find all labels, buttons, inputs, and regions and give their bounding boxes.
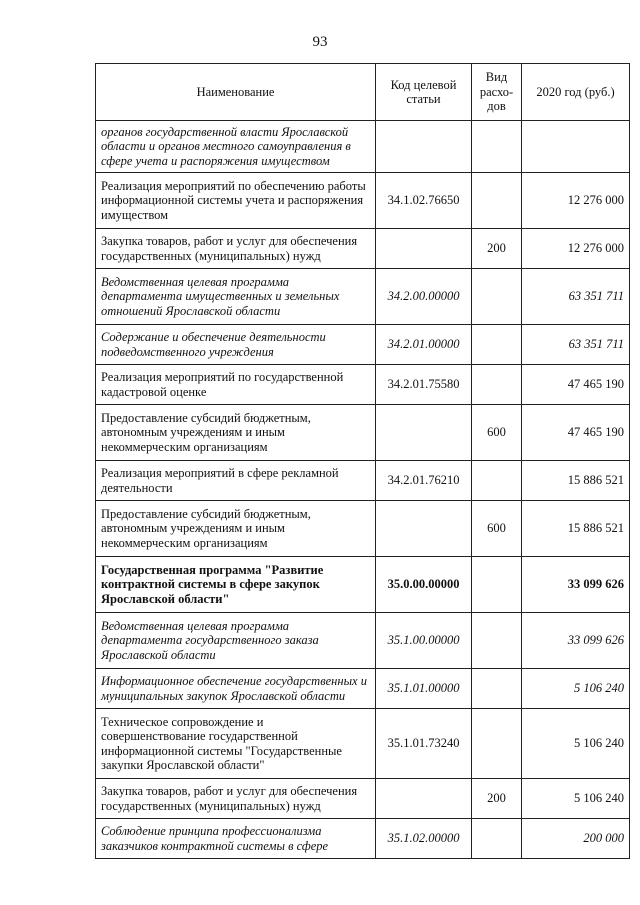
cell-amount: 5 106 240 xyxy=(522,669,630,709)
cell-amount: 33 099 626 xyxy=(522,557,630,613)
cell-name: Государственная программа "Развитие контрактной системы в сфере закупок Ярославской области" xyxy=(96,557,376,613)
cell-expense-type xyxy=(472,819,522,859)
cell-code: 34.2.00.00000 xyxy=(376,269,472,325)
cell-name: Ведомственная целевая программа департамента государственного заказа Ярославской области xyxy=(96,613,376,669)
cell-amount: 63 351 711 xyxy=(522,269,630,325)
header-code: Код целевой статьи xyxy=(376,64,472,121)
cell-expense-type xyxy=(472,269,522,325)
cell-expense-type xyxy=(472,557,522,613)
cell-name: Закупка товаров, работ и услуг для обеспечения государственных (муниципальных) нужд xyxy=(96,229,376,269)
cell-name: органов государственной власти Ярославской области и органов местного самоуправления в сфере учета и распоряжения имуществом xyxy=(96,121,376,173)
cell-expense-type: 200 xyxy=(472,229,522,269)
table-row xyxy=(96,121,630,173)
cell-code: 35.1.02.00000 xyxy=(376,819,472,859)
cell-expense-type xyxy=(472,121,522,173)
cell-name: Информационное обеспечение государственных и муниципальных закупок Ярославской области xyxy=(96,669,376,709)
cell-amount xyxy=(522,121,630,173)
cell-code xyxy=(376,121,472,173)
cell-name: Реализация мероприятий по государственной кадастровой оценке xyxy=(96,365,376,405)
cell-name: Закупка товаров, работ и услуг для обеспечения государственных (муниципальных) нужд xyxy=(96,779,376,819)
cell-code: 34.1.02.76650 xyxy=(376,173,472,229)
cell-code: 34.2.01.75580 xyxy=(376,365,472,405)
cell-code xyxy=(376,229,472,269)
header-expense-type: Вид расхо-дов xyxy=(472,64,522,121)
cell-code xyxy=(376,405,472,461)
cell-amount: 200 000 xyxy=(522,819,630,859)
cell-name: Предоставление субсидий бюджетным, автономным учреждениям и иным некоммерческим организациям xyxy=(96,405,376,461)
cell-expense-type xyxy=(472,173,522,229)
cell-expense-type xyxy=(472,365,522,405)
cell-code: 35.1.01.73240 xyxy=(376,709,472,779)
cell-expense-type xyxy=(472,709,522,779)
table-row xyxy=(96,669,630,709)
cell-amount: 63 351 711 xyxy=(522,325,630,365)
cell-name: Реализация мероприятий в сфере рекламной деятельности xyxy=(96,461,376,501)
cell-amount: 12 276 000 xyxy=(522,229,630,269)
table-row xyxy=(96,709,630,779)
table-row xyxy=(96,365,630,405)
table-row xyxy=(96,269,630,325)
cell-code xyxy=(376,779,472,819)
table-header-row xyxy=(96,64,630,121)
cell-name: Содержание и обеспечение деятельности подведомственного учреждения xyxy=(96,325,376,365)
cell-code: 35.0.00.00000 xyxy=(376,557,472,613)
cell-amount: 12 276 000 xyxy=(522,173,630,229)
cell-expense-type: 200 xyxy=(472,779,522,819)
table-row xyxy=(96,557,630,613)
cell-amount: 15 886 521 xyxy=(522,461,630,501)
cell-expense-type: 600 xyxy=(472,405,522,461)
header-amount-2020: 2020 год (руб.) xyxy=(522,64,630,121)
cell-code: 35.1.00.00000 xyxy=(376,613,472,669)
cell-name: Соблюдение принципа профессионализма заказчиков контрактной системы в сфере xyxy=(96,819,376,859)
cell-code: 34.2.01.00000 xyxy=(376,325,472,365)
table-row xyxy=(96,173,630,229)
cell-code xyxy=(376,501,472,557)
table-row xyxy=(96,405,630,461)
table-row xyxy=(96,325,630,365)
cell-expense-type xyxy=(472,325,522,365)
table-row xyxy=(96,613,630,669)
budget-table xyxy=(95,63,630,859)
cell-amount: 47 465 190 xyxy=(522,365,630,405)
cell-amount: 15 886 521 xyxy=(522,501,630,557)
cell-name: Техническое сопровождение и совершенствование государственной информационной системы "Государственные закупки Ярославской области" xyxy=(96,709,376,779)
table-row xyxy=(96,461,630,501)
table-row xyxy=(96,501,630,557)
cell-name: Ведомственная целевая программа департамента имущественных и земельных отношений Ярославской области xyxy=(96,269,376,325)
header-name: Наименование xyxy=(96,64,376,121)
cell-expense-type: 600 xyxy=(472,501,522,557)
table-row xyxy=(96,779,630,819)
cell-code: 35.1.01.00000 xyxy=(376,669,472,709)
cell-name: Предоставление субсидий бюджетным, автономным учреждениям и иным некоммерческим организациям xyxy=(96,501,376,557)
cell-amount: 47 465 190 xyxy=(522,405,630,461)
cell-amount: 5 106 240 xyxy=(522,779,630,819)
cell-amount: 5 106 240 xyxy=(522,709,630,779)
cell-expense-type xyxy=(472,461,522,501)
cell-name: Реализация мероприятий по обеспечению работы информационной системы учета и распоряжения имуществом xyxy=(96,173,376,229)
cell-expense-type xyxy=(472,669,522,709)
table-row xyxy=(96,819,630,859)
page-number: 93 xyxy=(312,34,328,50)
cell-amount: 33 099 626 xyxy=(522,613,630,669)
cell-expense-type xyxy=(472,613,522,669)
cell-code: 34.2.01.76210 xyxy=(376,461,472,501)
table-row xyxy=(96,229,630,269)
